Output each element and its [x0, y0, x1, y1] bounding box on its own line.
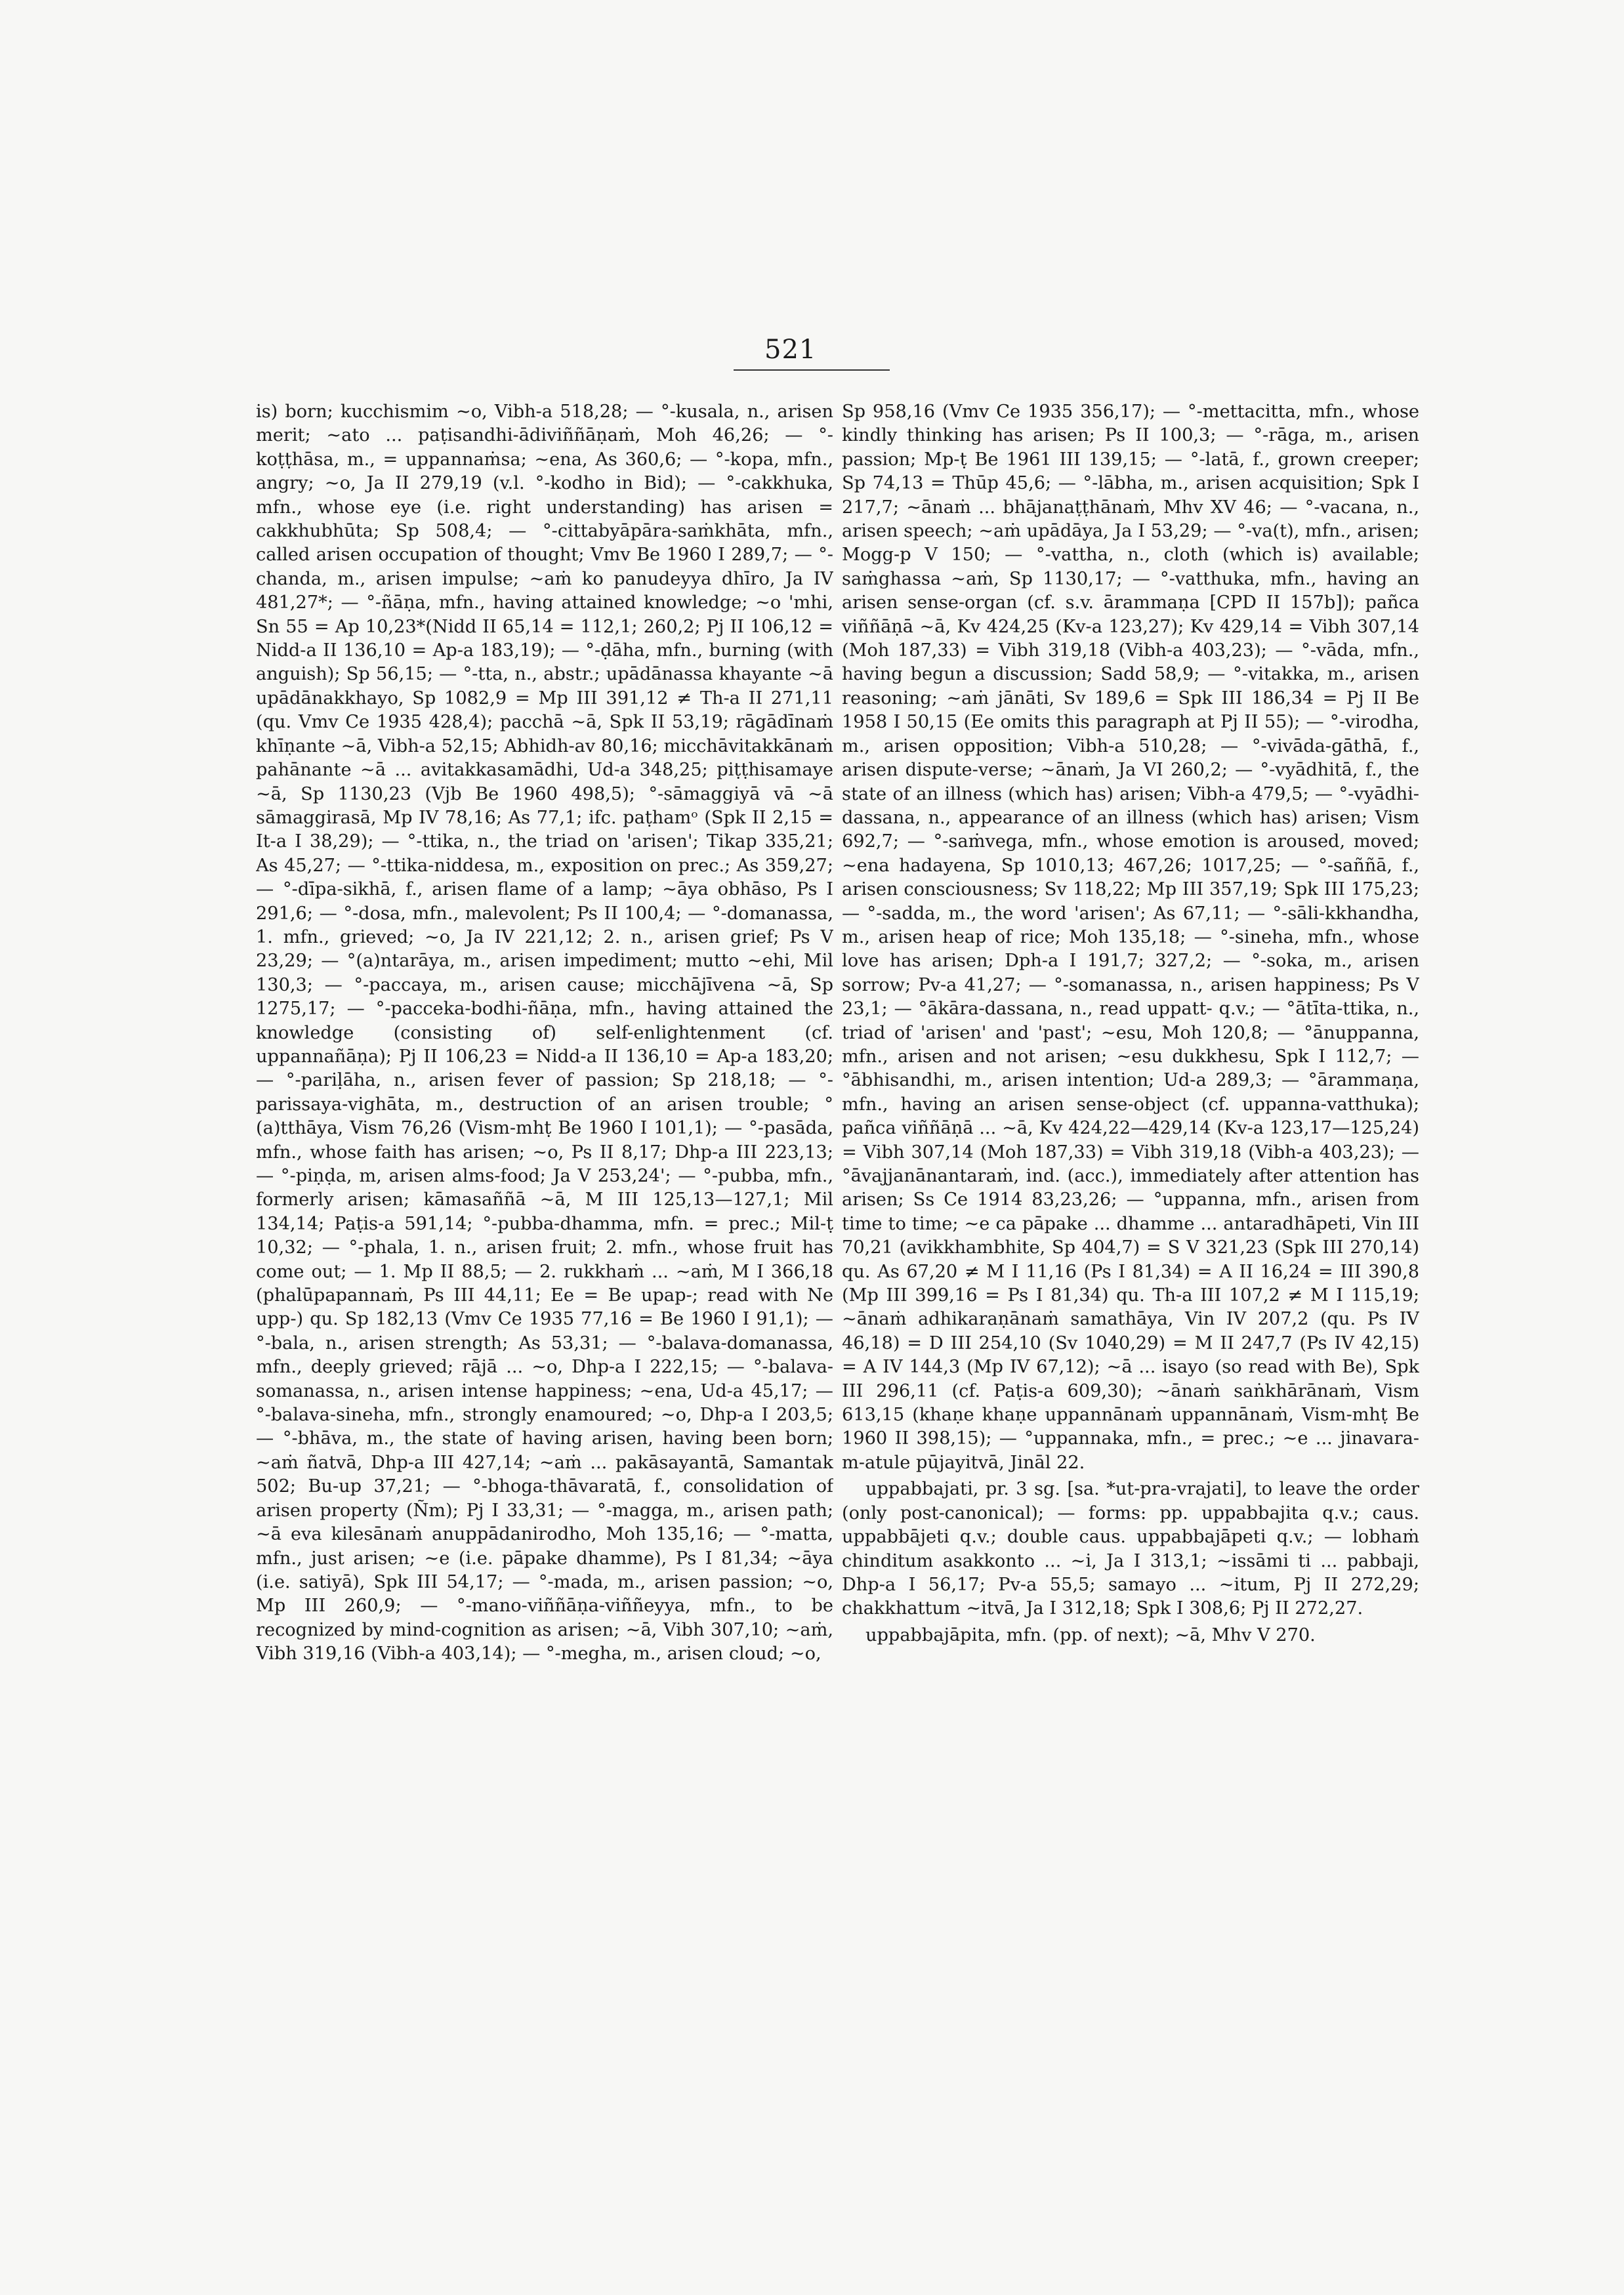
- right-column-paragraph: Sp 958,16 (Vmv Ce 1935 356,17); — °-mettacitta, mfn., whose kindly thinking has arisen; Ps II 100,3; — °-rāga, m., arisen passion; Mp-ṭ Be 1961 III 139,15; — °-latā, f., grown creeper; Sp 74,13 = Thūp 45,6; — °-lābha, m., arisen acquisition; Spk I 217,7; ~ānaṁ ... bhājanaṭṭhānaṁ, Mhv XV 46; — °-vacana, n., arisen speech; ~aṁ upādāya, Ja I 53,29; — °-va(t), mfn., arisen; Mogg-p V 150; — °-vattha, n., cloth (which is) available; saṁghassa ~aṁ, Sp 1130,17; — °-vatthuka, mfn., having an arisen sense-organ (cf. s.v. ārammaṇa [CPD II 157b]); pañca viññāṇā ~ā, Kv 424,25 (Kv-a 123,27); Kv 429,14 = Vibh 307,14 (Moh 187,33) = Vibh 319,18 (Vibh-a 403,23); — °-vāda, mfn., having begun a discussion; Sadd 58,9; — °-vitakka, m., arisen reasoning; ~aṁ jānāti, Sv 189,6 = Spk III 186,34 = Pj II Be 1958 I 50,15 (Ee omits this paragraph at Pj II 55); — °-virodha, m., arisen opposition; Vibh-a 510,28; — °-vivāda-gāthā, f., arisen dispute-verse; ~ānaṁ, Ja VI 260,2; — °-vyādhitā, f., the state of an illness (which has) arisen; Vibh-a 479,5; — °-vyādhi-dassana, n., appearance of an illness (which has) arisen; Vism 692,7; — °-saṁvega, mfn., whose emotion is aroused, moved; ~ena hadayena, Sp 1010,13; 467,26; 1017,25; — °-saññā, f., arisen consciousness; Sv 118,22; Mp III 357,19; Spk III 175,23; — °-sadda, m., the word 'arisen'; As 67,11; — °-sāli-kkhandha, m., arisen heap of rice; Moh 135,18; — °-sineha, mfn., whose love has arisen; Dph-a I 191,7; 327,2; — °-soka, m., arisen sorrow; Pv-a 41,27; — °-somanassa, n., arisen happiness; Ps V 23,1; — °ākāra-dassana, n., read uppatt- q.v.; — °ātīta-ttika, n., triad of 'arisen' and 'past'; ~esu, Moh 120,8; — °ānuppanna, mfn., arisen and not arisen; ~esu dukkhesu, Spk I 112,7; — °ābhisandhi, m., arisen intention; Ud-a 289,3; — °ārammaṇa, mfn., having an arisen sense-object (cf. uppanna-vatthuka); pañca viññāṇā ... ~ā, Kv 424,22—429,14 (Kv-a 123,17—125,24) = Vibh 307,14 (Moh 187,33) = Vibh 319,18 (Vibh-a 403,23); — °āvajjanānantaraṁ, ind. (acc.), immediately after attention has arisen; Ss Ce 1914 83,23,26; — °uppanna, mfn., arisen from time to time; ~e ca pāpake ... dhamme ... antaradhāpeti, Vin III 70,21 (avikkhambhite, Sp 404,7) = S V 321,23 (Spk III 270,14) qu. As 67,20 ≠ M I 11,16 (Ps I 81,34) = A II 16,24 = III 390,8 (Mp III 399,16 = Ps I 81,34) qu. Th-a III 107,2 ≠ M I 115,19; ~ānaṁ adhikaraṇānaṁ samathāya, Vin IV 207,2 (qu. Ps IV 46,18) = D III 254,10 (Sv 1040,29) = M II 247,7 (Ps IV 42,15) = A IV 144,3 (Mp IV 67,12); ~ā ... isayo (so read with Be), Spk III 296,11 (cf. Paṭis-a 609,30); ~ānaṁ saṅkhārānaṁ, Vism 613,15 (khaṇe khaṇe uppannānaṁ uppannānaṁ, Vism-mhṭ Be 1960 II 398,15); — °uppannaka, mfn., = prec.; ~e ... jinavara-m-atule pūjayitvā, Jināl 22.: [842, 402, 1419, 1473]
- left-column: [256, 400, 833, 2067]
- page-number-rule: [734, 369, 890, 371]
- right-column: [842, 400, 1419, 2067]
- left-column-paragraph: is) born; kucchismim ~o, Vibh-a 518,28; — °-kusala, n., arisen merit; ~ato ... paṭisandhi-ādiviññāṇaṁ, Moh 46,26; — °-koṭṭhāsa, m., = uppannaṁsa; ~ena, As 360,6; — °-kopa, mfn., angry; ~o, Ja II 279,19 (v.l. °-kodho in Bid); — °-cakkhuka, mfn., whose eye (i.e. right understanding) has arisen = cakkhubhūta; Sp 508,4; — °-cittabyāpāra-saṁkhāta, mfn., called arisen occupation of thought; Vmv Be 1960 I 289,7; — °-chanda, m., arisen impulse; ~aṁ ko panudeyya dhīro, Ja IV 481,27*; — °-ñāṇa, mfn., having attained knowledge; ~o 'mhi, Sn 55 = Ap 10,23*(Nidd II 65,14 = 112,1; 260,2; Pj II 106,12 = Nidd-a II 136,10 = Ap-a 183,19); — °-ḍāha, mfn., burning (with anguish); Sp 56,15; — °-tta, n., abstr.; upādānassa khayante ~ā upādānakkhayo, Sp 1082,9 = Mp III 391,12 ≠ Th-a II 271,11 (qu. Vmv Ce 1935 428,4); pacchā ~ā, Spk II 53,19; rāgādīnaṁ khīṇante ~ā, Vibh-a 52,15; Abhidh-av 80,16; micchāvitakkānaṁ pahānante ~ā ... avitakkasamādhi, Ud-a 348,25; piṭṭhisamaye ~ā, Sp 1130,23 (Vjb Be 1960 498,5); °-sāmaggiyā vā ~ā sāmaggirasā, Mp IV 78,16; As 77,1; ifc. paṭhamᵒ (Spk II 2,15 = It-a I 38,29); — °-ttika, n., the triad on 'arisen'; Tikap 335,21; As 45,27; — °-ttika-niddesa, m., exposition on prec.; As 359,27; — °-dīpa-sikhā, f., arisen flame of a lamp; ~āya obhāso, Ps I 291,6; — °-dosa, mfn., malevolent; Ps II 100,4; — °-domanassa, 1. mfn., grieved; ~o, Ja IV 221,12; 2. n., arisen grief; Ps V 23,29; — °(a)ntarāya, m., arisen impediment; mutto ~ehi, Mil 130,3; — °-paccaya, m., arisen cause; micchājīvena ~ā, Sp 1275,17; — °-pacceka-bodhi-ñāṇa, mfn., having attained the knowledge (consisting of) self-enlightenment (cf. uppannañāṇa); Pj II 106,23 = Nidd-a II 136,10 = Ap-a 183,20; — °-pariḷāha, n., arisen fever of passion; Sp 218,18; — °-parissaya-vighāta, m., destruction of an arisen trouble; °(a)tthāya, Vism 76,26 (Vism-mhṭ Be 1960 I 101,1); — °-pasāda, mfn., whose faith has arisen; ~o, Ps II 8,17; Dhp-a III 223,13; — °-piṇḍa, m, arisen alms-food; Ja V 253,24'; — °-pubba, mfn., formerly arisen; kāmasaññā ~ā, M III 125,13—127,1; Mil 134,14; Paṭis-a 591,14; °-pubba-dhamma, mfn. = prec.; Mil-ṭ 10,32; — °-phala, 1. n., arisen fruit; 2. mfn., whose fruit has come out; — 1. Mp II 88,5; — 2. rukkhaṁ ... ~aṁ, M I 366,18 (phalūpapannaṁ, Ps III 44,11; Ee = Be upap-; read with Ne upp-) qu. Sp 182,13 (Vmv Ce 1935 77,16 = Be 1960 I 91,1); — °-bala, n., arisen strength; As 53,31; — °-balava-domanassa, mfn., deeply grieved; rājā ... ~o, Dhp-a I 222,15; — °-balava-somanassa, n., arisen intense happiness; ~ena, Ud-a 45,17; — °-balava-sineha, mfn., strongly enamoured; ~o, Dhp-a I 203,5; — °-bhāva, m., the state of having arisen, having been born; ~aṁ ñatvā, Dhp-a III 427,14; ~aṁ ... pakāsayantā, Samantak 502; Bu-up 37,21; — °-bhoga-thāvaratā, f., consolidation of arisen property (Ñm); Pj I 33,31; — °-magga, m., arisen path; ~ā eva kilesānaṁ anuppādanirodho, Moh 135,16; — °-matta, mfn., just arisen; ~e (i.e. pāpake dhamme), Ps I 81,34; ~āya (i.e. satiyā), Spk III 54,17; — °-mada, m., arisen passion; ~o, Mp III 260,9; — °-mano-viññāṇa-viññeyya, mfn., to be recognized by mind-cognition as arisen; ~ā, Vibh 307,10; ~aṁ, Vibh 319,16 (Vibh-a 403,14); — °-megha, m., arisen cloud; ~o,: [256, 402, 833, 1664]
- dictionary-entry-uppabbajati: uppabbajati, pr. 3 sg. [sa. *ut-pra-vrajati], to leave the order (only post-canonical); — forms: pp. uppabbajita q.v.; caus. uppabbājeti q.v.; double caus. uppabbajāpeti q.v.; — lobhaṁ chinditum asakkonto ... ~i, Ja I 313,1; ~issāmi ti ... pabbaji, Dhp-a I 56,17; Pv-a 55,5; samayo ... ~itum, Pj II 272,29; chakkhattum ~itvā, Ja I 312,18; Spk I 308,6; Pj II 272,27.: [842, 1479, 1419, 1619]
- page-number: 521: [764, 335, 817, 365]
- dictionary-entry-uppabbajapita: uppabbajāpita, mfn. (pp. of next); ~ā, Mhv V 270.: [865, 1624, 1316, 1645]
